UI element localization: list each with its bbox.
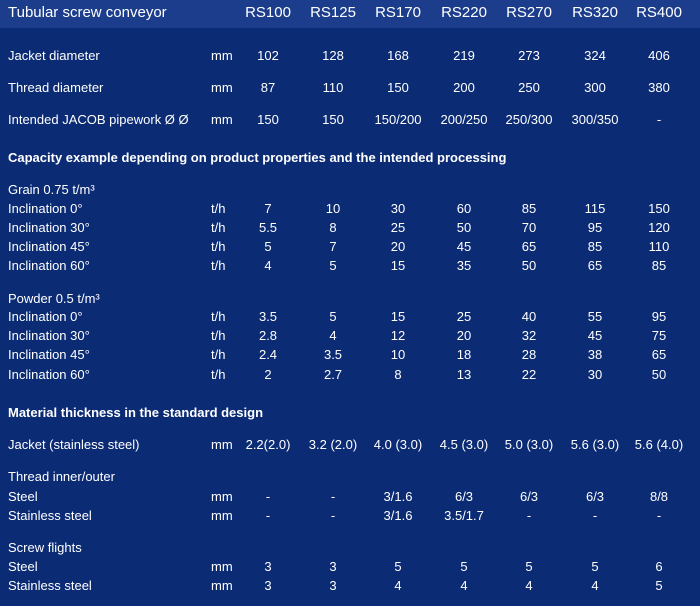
unit-cell: mm (211, 48, 233, 63)
value-cell: 273 (518, 48, 540, 63)
value-cell: - (265, 508, 271, 523)
value-cell: 200/250 (440, 112, 488, 127)
unit-cell: t/h (211, 309, 226, 324)
value-cell: 10 (390, 347, 406, 362)
value-cell: 4.0 (3.0) (373, 437, 423, 452)
row-label: Thread diameter (8, 80, 104, 95)
value-cell: 5 (329, 258, 337, 273)
value-cell: 2.2(2.0) (245, 437, 291, 452)
value-cell: 22 (521, 367, 537, 382)
value-cell: 8 (329, 220, 337, 235)
value-cell: 55 (587, 309, 603, 324)
value-cell: 75 (651, 328, 667, 343)
value-cell: 4 (264, 258, 272, 273)
value-cell: 95 (651, 309, 667, 324)
value-cell: 128 (322, 48, 344, 63)
value-cell: 30 (390, 201, 406, 216)
model-header: RS320 (572, 4, 618, 21)
unit-cell: mm (211, 112, 233, 127)
row-label: Stainless steel (8, 508, 92, 523)
value-cell: - (526, 508, 532, 523)
value-cell: 4.5 (3.0) (439, 437, 489, 452)
value-cell: 150 (387, 80, 409, 95)
model-header: RS400 (636, 4, 682, 21)
value-cell: 300 (584, 80, 606, 95)
value-cell: - (330, 489, 336, 504)
value-cell: 3/1.6 (383, 508, 413, 523)
value-cell: 2.4 (258, 347, 278, 362)
value-cell: 50 (456, 220, 472, 235)
unit-cell: mm (211, 559, 233, 574)
value-cell: 70 (521, 220, 537, 235)
group-label: Screw flights (8, 540, 82, 555)
section-heading-material: Material thickness in the standard design (8, 405, 264, 420)
unit-cell: t/h (211, 239, 226, 254)
row-label: Steel (8, 489, 38, 504)
value-cell: 85 (521, 201, 537, 216)
value-cell: 406 (648, 48, 670, 63)
value-cell: 3 (329, 578, 337, 593)
row-label: Inclination 30° (8, 328, 90, 343)
unit-cell: mm (211, 80, 233, 95)
value-cell: 6 (655, 559, 663, 574)
value-cell: 2.7 (323, 367, 343, 382)
value-cell: 30 (587, 367, 603, 382)
value-cell: 5.6 (3.0) (570, 437, 620, 452)
row-label: Inclination 60° (8, 367, 90, 382)
value-cell: 3.5 (323, 347, 343, 362)
value-cell: 5.0 (3.0) (504, 437, 554, 452)
value-cell: 20 (390, 239, 406, 254)
value-cell: - (330, 508, 336, 523)
value-cell: 2.8 (258, 328, 278, 343)
value-cell: 3 (264, 578, 272, 593)
row-label: Inclination 45° (8, 347, 90, 362)
row-label: Jacket diameter (8, 48, 100, 63)
value-cell: 5.5 (258, 220, 278, 235)
value-cell: 10 (325, 201, 341, 216)
value-cell: 20 (456, 328, 472, 343)
value-cell: 3 (329, 559, 337, 574)
value-cell: 18 (456, 347, 472, 362)
model-header: RS125 (310, 4, 356, 21)
value-cell: 25 (390, 220, 406, 235)
unit-cell: mm (211, 578, 233, 593)
value-cell: 5 (591, 559, 599, 574)
row-label: Inclination 60° (8, 258, 90, 273)
value-cell: 87 (260, 80, 276, 95)
value-cell: 5 (329, 309, 337, 324)
value-cell: 5.6 (4.0) (634, 437, 684, 452)
row-label: Stainless steel (8, 578, 92, 593)
group-label: Grain 0.75 t/m³ (8, 182, 95, 197)
value-cell: 6/3 (454, 489, 474, 504)
value-cell: 5 (394, 559, 402, 574)
value-cell: 28 (521, 347, 537, 362)
value-cell: 35 (456, 258, 472, 273)
value-cell: 150/200 (374, 112, 422, 127)
table-title: Tubular screw conveyor (8, 4, 167, 21)
value-cell: 60 (456, 201, 472, 216)
row-label: Inclination 45° (8, 239, 90, 254)
model-header: RS100 (245, 4, 291, 21)
unit-cell: t/h (211, 201, 226, 216)
value-cell: 38 (587, 347, 603, 362)
group-label: Powder 0.5 t/m³ (8, 291, 100, 306)
model-header: RS270 (506, 4, 552, 21)
value-cell: 50 (651, 367, 667, 382)
value-cell: 4 (591, 578, 599, 593)
row-label: Inclination 0° (8, 201, 83, 216)
value-cell: 150 (257, 112, 279, 127)
value-cell: 5 (525, 559, 533, 574)
value-cell: 15 (390, 309, 406, 324)
value-cell: 4 (460, 578, 468, 593)
value-cell: 95 (587, 220, 603, 235)
value-cell: 380 (648, 80, 670, 95)
row-label: Inclination 30° (8, 220, 90, 235)
group-label: Thread inner/outer (8, 469, 115, 484)
value-cell: 3.2 (2.0) (308, 437, 358, 452)
value-cell: 65 (587, 258, 603, 273)
value-cell: 15 (390, 258, 406, 273)
value-cell: 4 (329, 328, 337, 343)
section-heading-capacity: Capacity example depending on product properties and the intended processing (8, 150, 507, 165)
value-cell: 8/8 (649, 489, 669, 504)
value-cell: 3.5 (258, 309, 278, 324)
value-cell: 12 (390, 328, 406, 343)
unit-cell: t/h (211, 328, 226, 343)
unit-cell: t/h (211, 220, 226, 235)
model-header: RS220 (441, 4, 487, 21)
value-cell: 219 (453, 48, 475, 63)
value-cell: - (656, 508, 662, 523)
value-cell: 65 (521, 239, 537, 254)
unit-cell: t/h (211, 347, 226, 362)
value-cell: 150 (322, 112, 344, 127)
value-cell: 150 (648, 201, 670, 216)
value-cell: 250/300 (505, 112, 553, 127)
value-cell: 115 (584, 201, 606, 216)
value-cell: 50 (521, 258, 537, 273)
row-label: Steel (8, 559, 38, 574)
value-cell: 3.5/1.7 (444, 508, 484, 523)
value-cell: 85 (587, 239, 603, 254)
row-label: Intended JACOB pipework Ø Ø (8, 112, 189, 127)
value-cell: 168 (387, 48, 409, 63)
value-cell: 120 (648, 220, 670, 235)
value-cell: 102 (257, 48, 279, 63)
value-cell: 32 (521, 328, 537, 343)
value-cell: 110 (648, 239, 670, 254)
value-cell: 85 (651, 258, 667, 273)
value-cell: 2 (264, 367, 272, 382)
value-cell: 40 (521, 309, 537, 324)
value-cell: 3/1.6 (383, 489, 413, 504)
value-cell: 45 (587, 328, 603, 343)
value-cell: 5 (460, 559, 468, 574)
value-cell: 200 (453, 80, 475, 95)
value-cell: 250 (518, 80, 540, 95)
unit-cell: mm (211, 508, 233, 523)
unit-cell: t/h (211, 258, 226, 273)
value-cell: 324 (584, 48, 606, 63)
unit-cell: mm (211, 437, 233, 452)
value-cell: 3 (264, 559, 272, 574)
value-cell: 6/3 (585, 489, 605, 504)
value-cell: 7 (329, 239, 337, 254)
row-label: Jacket (stainless steel) (8, 437, 140, 452)
value-cell: 5 (264, 239, 272, 254)
value-cell: 25 (456, 309, 472, 324)
value-cell: 300/350 (571, 112, 619, 127)
row-label: Inclination 0° (8, 309, 83, 324)
value-cell: 110 (322, 80, 344, 95)
value-cell: 13 (456, 367, 472, 382)
value-cell: 5 (655, 578, 663, 593)
model-header: RS170 (375, 4, 421, 21)
value-cell: 45 (456, 239, 472, 254)
value-cell: 4 (394, 578, 402, 593)
value-cell: 8 (394, 367, 402, 382)
value-cell: - (265, 489, 271, 504)
value-cell: - (656, 112, 662, 127)
value-cell: 4 (525, 578, 533, 593)
unit-cell: t/h (211, 367, 226, 382)
value-cell: 7 (264, 201, 272, 216)
value-cell: - (592, 508, 598, 523)
value-cell: 65 (651, 347, 667, 362)
unit-cell: mm (211, 489, 233, 504)
value-cell: 6/3 (519, 489, 539, 504)
